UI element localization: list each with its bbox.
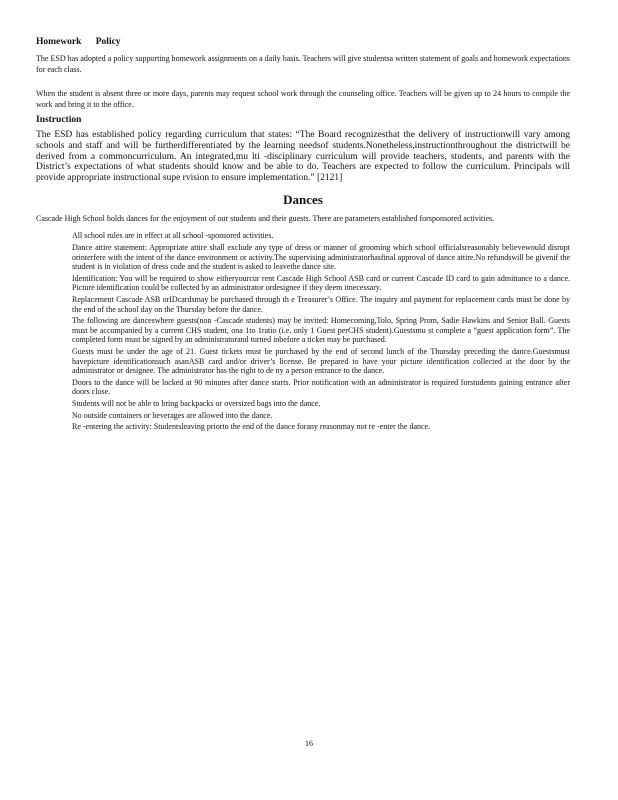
list-item-text: Doors to the dance will be locked at 90 minutes after dance starts. Prior notification with an administrator is required forstudents gaining entrance after doors close. xyxy=(72,377,570,397)
list-item-text: Guests must be under the age of 21. Guest tickets must be purchased by the end of second lunch of the Thursday preceding the dance.Guestsmust havepicture identificationsuch asanASB card and/or driver’s license. Be prepared to have your picture identification collected at the door by the administrator or designee. The administrator has the right to de ny a person entrance to the dance. xyxy=(72,347,570,376)
instruction-paragraph: The ESD has established policy regarding curriculum that states: “The Board recognizesthat the delivery of instructionwill vary among schools and staff and will be furtherdifferentiated by the learning needsof students.Nonetheless,instructionthroughout the districtwill be derived from a commoncurriculum. An integrated,mu lti -disciplinary curriculum will provide teachers, students, and parents with the District’s expectations of what students should know and be able to do. Teachers are expected to follow the curriculum. Principals will provide appropriate instructional supe rvision to ensure implementation.” [2121] xyxy=(36,130,570,184)
list-item xyxy=(36,378,570,397)
list-item-text: Students will not be able to bring backpacks or oversized bags into the dance. xyxy=(72,398,321,408)
list-item xyxy=(36,243,570,272)
homework-policy-paragraph-2: When the student is absent three or more days, parents may request school work through the counseling office. Teachers will be given up to 24 hours to compile the work and bring it to the office. xyxy=(36,89,570,109)
list-item xyxy=(36,347,570,376)
list-item-text: Re -entering the activity: Studentsleaving priorto the end of the dance forany reasonmay not re -enter the dance. xyxy=(72,422,431,432)
homework-policy-heading: Homework Policy xyxy=(36,37,121,47)
list-item xyxy=(36,399,570,409)
list-item xyxy=(36,295,570,314)
page-number: 16 xyxy=(305,739,313,748)
homework-policy-paragraph-1: The ESD has adopted a policy supporting homework assignments on a daily basis. Teachers will give studentsa written statement of goals and homework expectations for each class. xyxy=(36,54,570,74)
dances-intro-paragraph: Cascade High School holds dances for the enjoyment of our students and their guests. There are parameters established forsponsored activities. xyxy=(36,213,495,223)
list-item-text: All school rules are in effect at all school -sponsored activities. xyxy=(72,231,274,241)
list-item-text: Replacement Cascade ASB orIDcardsmay be purchased through th e Treasurer’s Office. The inquiry and payment for replacement cards must be done by the end of the school day on the Thursday before the dance. xyxy=(72,295,570,314)
list-item-text: No outside containers or beverages are allowed into the dance. xyxy=(72,410,273,420)
dance-rules-list xyxy=(36,231,570,431)
list-item xyxy=(36,274,570,293)
dances-title: Dances xyxy=(283,191,323,207)
list-item-text: The following are danceswhere guests(non -Cascade students) may be invited: Homecoming,Tolo, Spring Prom, Sadie Hawkins and Senior Ball. Guests must be accompanied by a current CHS student, ona 1to 1ratio (i.e. only 1 Guest perCHS student).Guestsmu st complete a “guest application form”. The completed form must be signed by an administratorand turned inbefore a ticket may be purchased. xyxy=(72,316,570,345)
list-item xyxy=(36,411,570,421)
list-item xyxy=(36,231,570,241)
page-content xyxy=(36,36,570,434)
instruction-heading: Instruction xyxy=(36,115,82,125)
list-item xyxy=(36,316,570,345)
list-item xyxy=(36,422,570,432)
list-item-text: Identification: You will be required to show eitheryourcur rent Cascade High School ASB card or current Cascade ID card to gain admittance to a dance. Picture identification could be collected by an administrator ordesignee if they deem itnecessary. xyxy=(72,273,570,293)
list-item-text: Dance attire statement: Appropriate attire shall exclude any type of dress or manner of grooming which school officialsreasonably believewould disrupt orinterfere with the intent of the dance environment or activity.The supervising administratorhasfinal approval of dance attire.No refundswill be givenif the student is in violation of dress code and the student is asked to leavethe dance site. xyxy=(72,243,570,272)
